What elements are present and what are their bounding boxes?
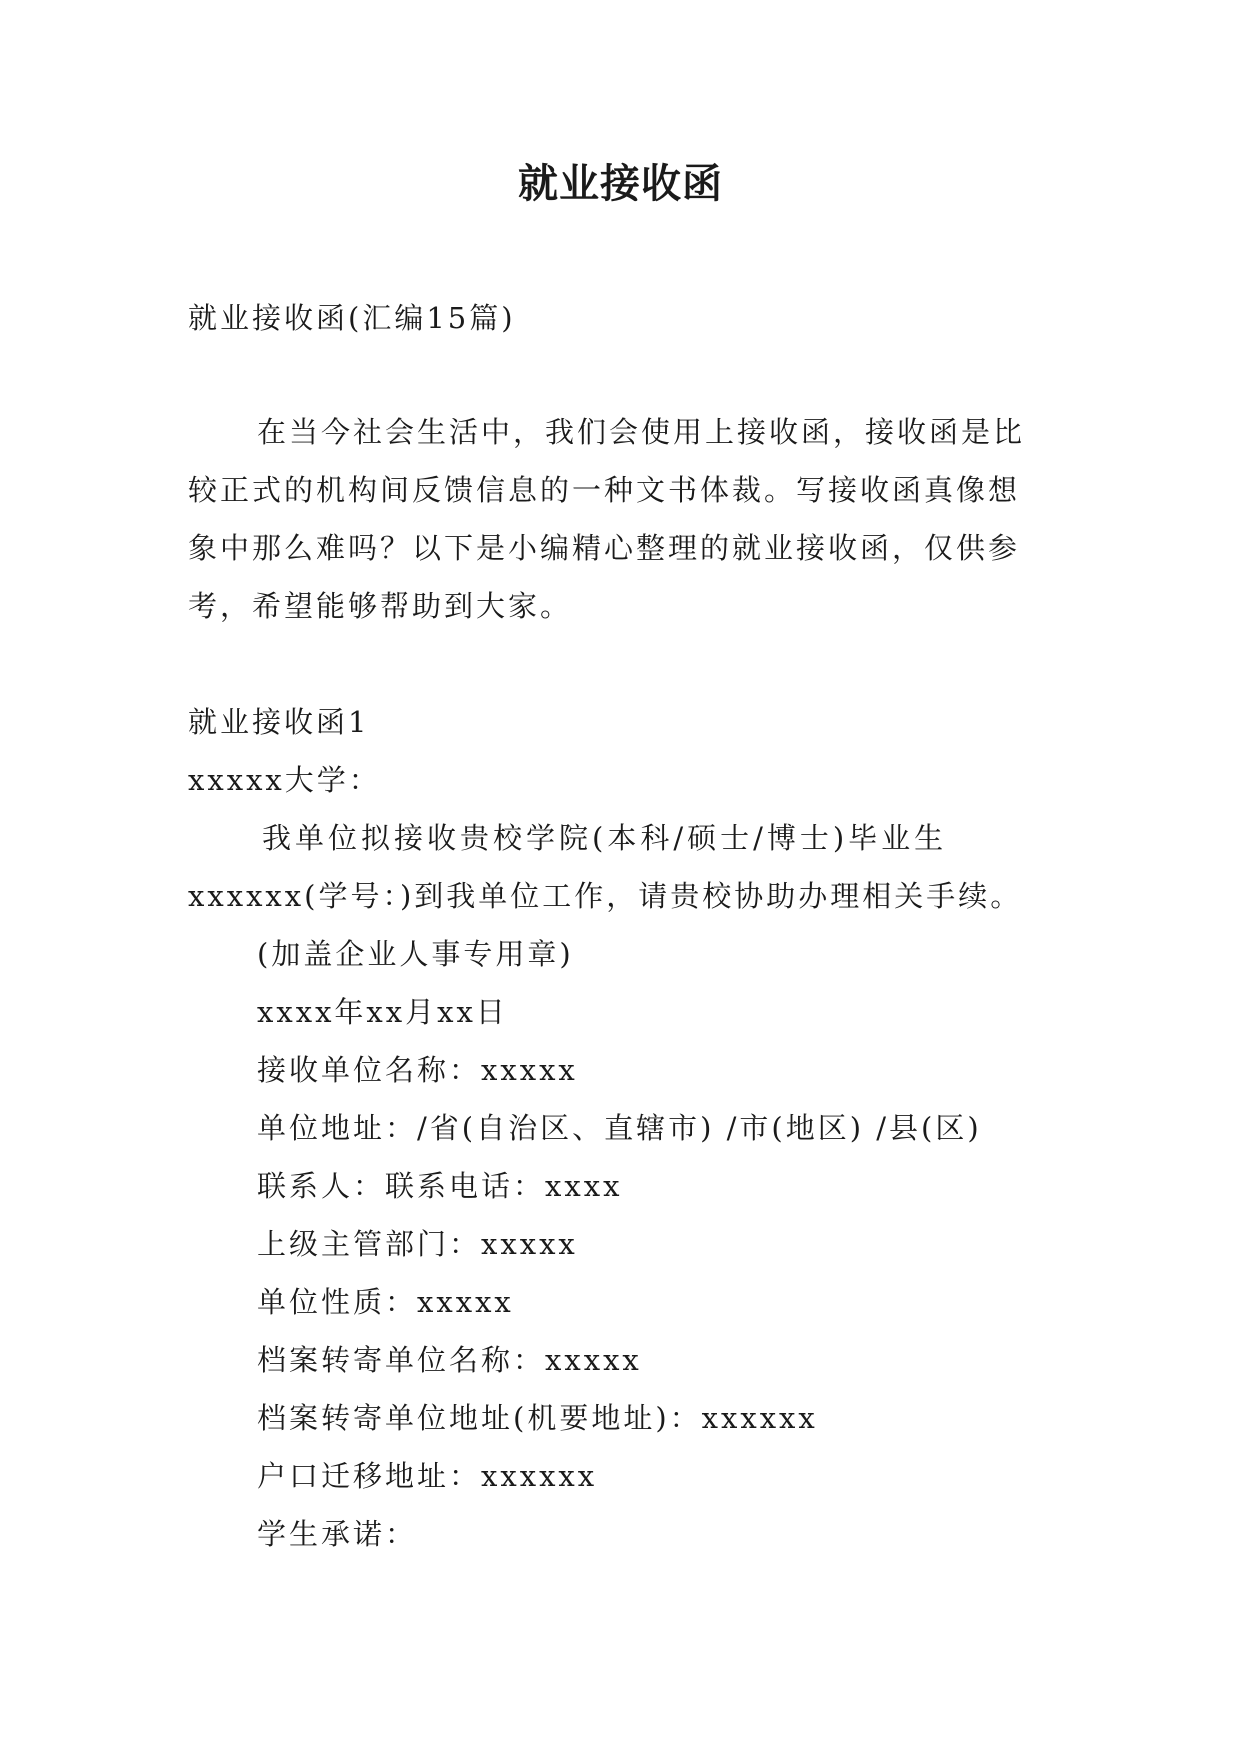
field-supervising-department: 上级主管部门：xxxxx <box>257 1227 578 1261</box>
field-receiving-unit-name: 接收单位名称：xxxxx <box>257 1053 578 1087</box>
intro-line-3: 象中那么难吗？以下是小编精心整理的就业接收函，仅供参 <box>188 531 1021 565</box>
field-contact: 联系人：联系电话：xxxx <box>257 1169 623 1203</box>
intro-line-2: 较正式的机构间反馈信息的一种文书体裁。写接收函真像想 <box>188 473 1021 507</box>
letter-body-line-1: 我单位拟接收贵校学院(本科/硕士/博士)毕业生 <box>262 821 948 855</box>
intro-line-4: 考，希望能够帮助到大家。 <box>188 589 573 623</box>
document-title: 就业接收函 <box>518 160 723 207</box>
letter-salutation: xxxxx大学： <box>188 763 381 797</box>
field-household-transfer-address: 户口迁移地址：xxxxxx <box>257 1459 598 1493</box>
seal-note: (加盖企业人事专用章) <box>257 937 574 971</box>
letter-date: xxxx年xx月xx日 <box>257 995 508 1029</box>
document-subtitle: 就业接收函(汇编15篇) <box>188 301 516 335</box>
field-archive-unit-name: 档案转寄单位名称：xxxxx <box>257 1343 642 1377</box>
field-student-commitment: 学生承诺： <box>257 1517 418 1551</box>
letter-body-line-2: xxxxxx(学号：)到我单位工作，请贵校协助办理相关手续。 <box>188 879 1023 913</box>
intro-line-1: 在当今社会生活中，我们会使用上接收函，接收函是比 <box>257 415 1026 449</box>
field-archive-unit-address: 档案转寄单位地址(机要地址)：xxxxxx <box>257 1401 818 1435</box>
field-unit-address: 单位地址：/省(自治区、直辖市) /市(地区) /县(区) <box>257 1111 982 1145</box>
field-unit-nature: 单位性质：xxxxx <box>257 1285 514 1319</box>
letter-heading: 就业接收函1 <box>188 705 370 739</box>
